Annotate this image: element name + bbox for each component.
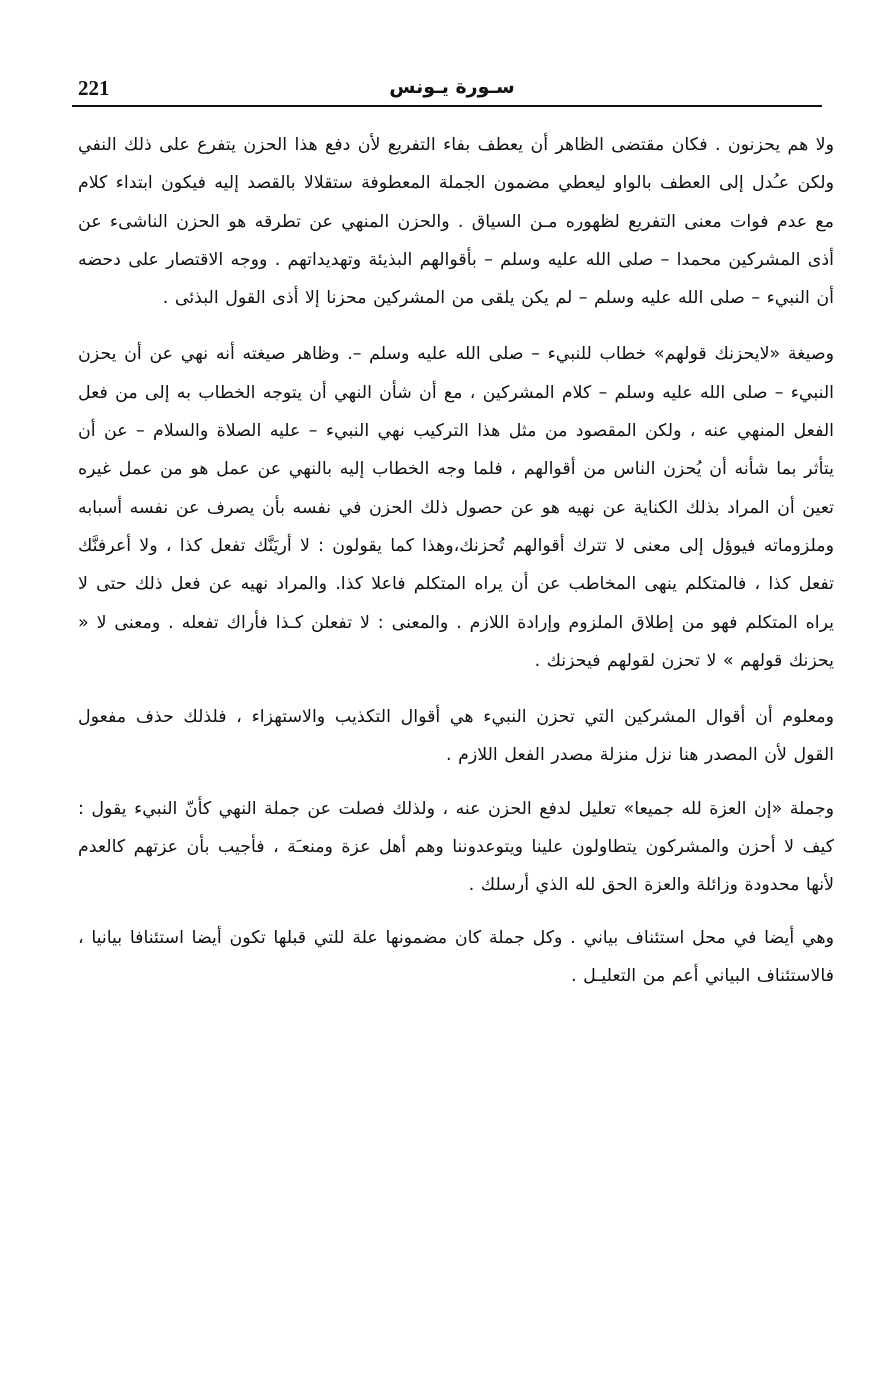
page-number: 221 <box>78 76 110 100</box>
paragraph-3: ومعلوم أن أقوال المشركين التي تحزن النبيء هي أقوال التكذيب والاستهزاء ، فلذلك حذف مفعول القول لأن المصدر هنا نزل منزلة مصدر الفعل اللازم . <box>78 707 834 766</box>
running-title: سـورة يـونس <box>389 76 515 98</box>
paragraph-2: وصيغة «لايحزنك قولهم» خطاب للنبيء – صلى الله عليه وسلم –. وظاهر صيغته أنه نهي عن أن يحزن النبيء – صلى الله عليه وسلم – كلام المشركين ، مع أن شأن النهي أن يتوجه الخطاب به إلى من فعل الفعل المنهي عنه ، ولكن المقصود من مثل هذا التركيب نهي النبيء – عليه الصلاة والسلام – عن أن يتأثر بما شأنه أن يُحزن الناس من أقوالهم ، فلما وجه الخطاب إليه بالنهي عن عمل هو من عمل غيره تعين أن المراد بذلك الكناية عن نهيه هو عن حصول ذلك الحزن في نفسه بأن يصرف عن نفسه أسبابه وملزوماته فيوؤل إلى معنى لا تترك أقوالهم تُحزنك،وهذا كما يقولون : لا أريَنَّك تفعل كذا ، ولا أعرفنَّك تفعل كذا ، فالمتكلم ينهى المخاطب عن أن يراه المتكلم فاعلا كذا. والمراد نهيه عن فعل ذلك حتى لا يراه المتكلم فهو من إطلاق الملزوم وإرادة اللازم . والمعنى : لا تفعلن كـذا فأراك تفعله . ومعنى لا « يحزنك قولهم » لا تحزن لقولهم فيحزنك . <box>78 344 834 671</box>
page-header <box>72 74 822 108</box>
paragraph-1: ولا هم يحزنون . فكان مقتضى الظاهر أن يعطف بفاء التفريع لأن دفع هذا الحزن يتفرع على ذلك النفي ولكن عـُدل إلى العطف بالواو ليعطي مضمون الجملة المعطوفة ستقلالا بالقصد إليه فيكون ابتداء كلام مع عدم فوات معنى التفريع لظهوره مـن السياق . والحزن المنهي عن تطرقه هو الحزن الناشىء عن أذى المشركين محمدا – صلى الله عليه وسلم – بأقوالهم البذيئة وتهديداتهم . ووجه الاقتصار على دحضه أن النبيء – صلى الله عليه وسلم – لم يكن يلقى من المشركين محزنا إلا أذى القول البذئى . <box>78 135 834 309</box>
paragraph-4: وجملة «إن العزة لله جميعا» تعليل لدفع الحزن عنه ، ولذلك فصلت عن جملة النهي كأنّ النبيء يقول : كيف لا أحزن والمشركون يتطاولون علينا ويتوعدوننا وهم أهل عزة ومنعـَة ، فأجيب بأن عزتهم كالعدم لأنها محدودة وزائلة والعزة الحق لله الذي أرسلك . <box>78 798 834 896</box>
page-body <box>78 126 834 995</box>
paragraph-5: وهي أيضا في محل استئناف بياني . وكل جملة كان مضمونها علة للتي قبلها تكون أيضا استئنافا بيانيا ، فالاستئناف البياني أعم من التعليـل . <box>78 927 834 986</box>
header-rule <box>72 105 822 107</box>
